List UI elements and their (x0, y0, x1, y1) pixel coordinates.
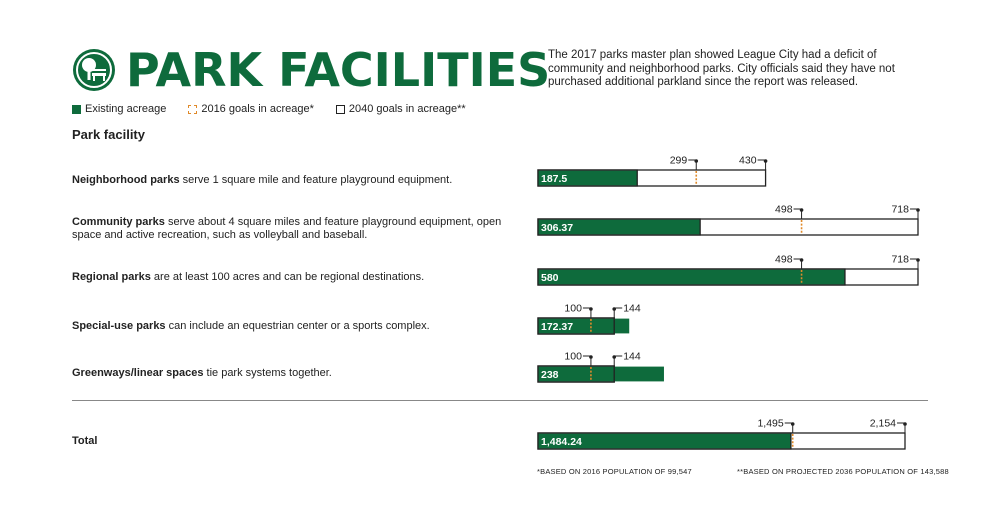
row-name: Regional parks (72, 271, 151, 283)
row-desc: are at least 100 acres and can be regional destinations. (150, 271, 425, 283)
label-existing-3: 172.37 (541, 321, 574, 333)
row-name: Special-use parks (72, 320, 166, 332)
row-desc: can include an equestrian center or a sports complex. (165, 320, 430, 332)
label-2016-total: 1,495 (757, 417, 784, 430)
row-name: Neighborhood parks (72, 174, 180, 186)
row-name: Total (72, 435, 98, 447)
label-2040-2: 718 (891, 253, 909, 266)
legend-label-existing: Existing acreage (85, 103, 167, 115)
label-2016-1: 498 (775, 203, 793, 216)
footnote-2040: **BASED ON PROJECTED 2036 POPULATION OF 143,588 (737, 467, 949, 476)
row-desc: tie park systems together. (203, 367, 332, 379)
label-existing-2: 580 (541, 272, 559, 284)
page-title: PARK FACILITIES (126, 43, 551, 97)
footnote-2016: *BASED ON 2016 POPULATION OF 99,547 (537, 467, 692, 476)
label-2040-1: 718 (891, 203, 909, 216)
description-text: The 2017 parks master plan showed League City had a deficit of community and neighborhood parks. City officials said they have not purchased additional parkland since the report was released. (548, 49, 895, 88)
label-2016-3: 100 (564, 302, 582, 315)
label-2040-total: 2,154 (869, 417, 896, 430)
row-name: Greenways/linear spaces (72, 367, 204, 379)
legend-label-2040: 2040 goals in acreage** (348, 103, 466, 115)
row-desc: serve about 4 square miles and feature playground equipment, open space and active recreation, such as volleyball and baseball. (72, 216, 502, 241)
label-existing-4: 238 (541, 369, 559, 381)
row-name: Community parks (72, 216, 165, 228)
label-existing-1: 306.37 (541, 222, 574, 234)
label-2040-0: 430 (739, 154, 757, 167)
label-existing-0: 187.5 (541, 173, 568, 185)
label-2016-0: 299 (669, 154, 688, 167)
label-existing-total: 1,484.24 (541, 436, 582, 448)
label-2040-3: 144 (623, 302, 641, 315)
label-2016-2: 498 (775, 253, 793, 266)
row-desc: serve 1 square mile and feature playground equipment. (179, 174, 453, 186)
label-2040-4: 144 (623, 350, 641, 363)
label-2016-4: 100 (564, 350, 582, 363)
bar-existing-2 (538, 270, 845, 285)
legend-label-2016: 2016 goals in acreage* (201, 103, 314, 115)
facility-heading: Park facility (72, 127, 145, 142)
